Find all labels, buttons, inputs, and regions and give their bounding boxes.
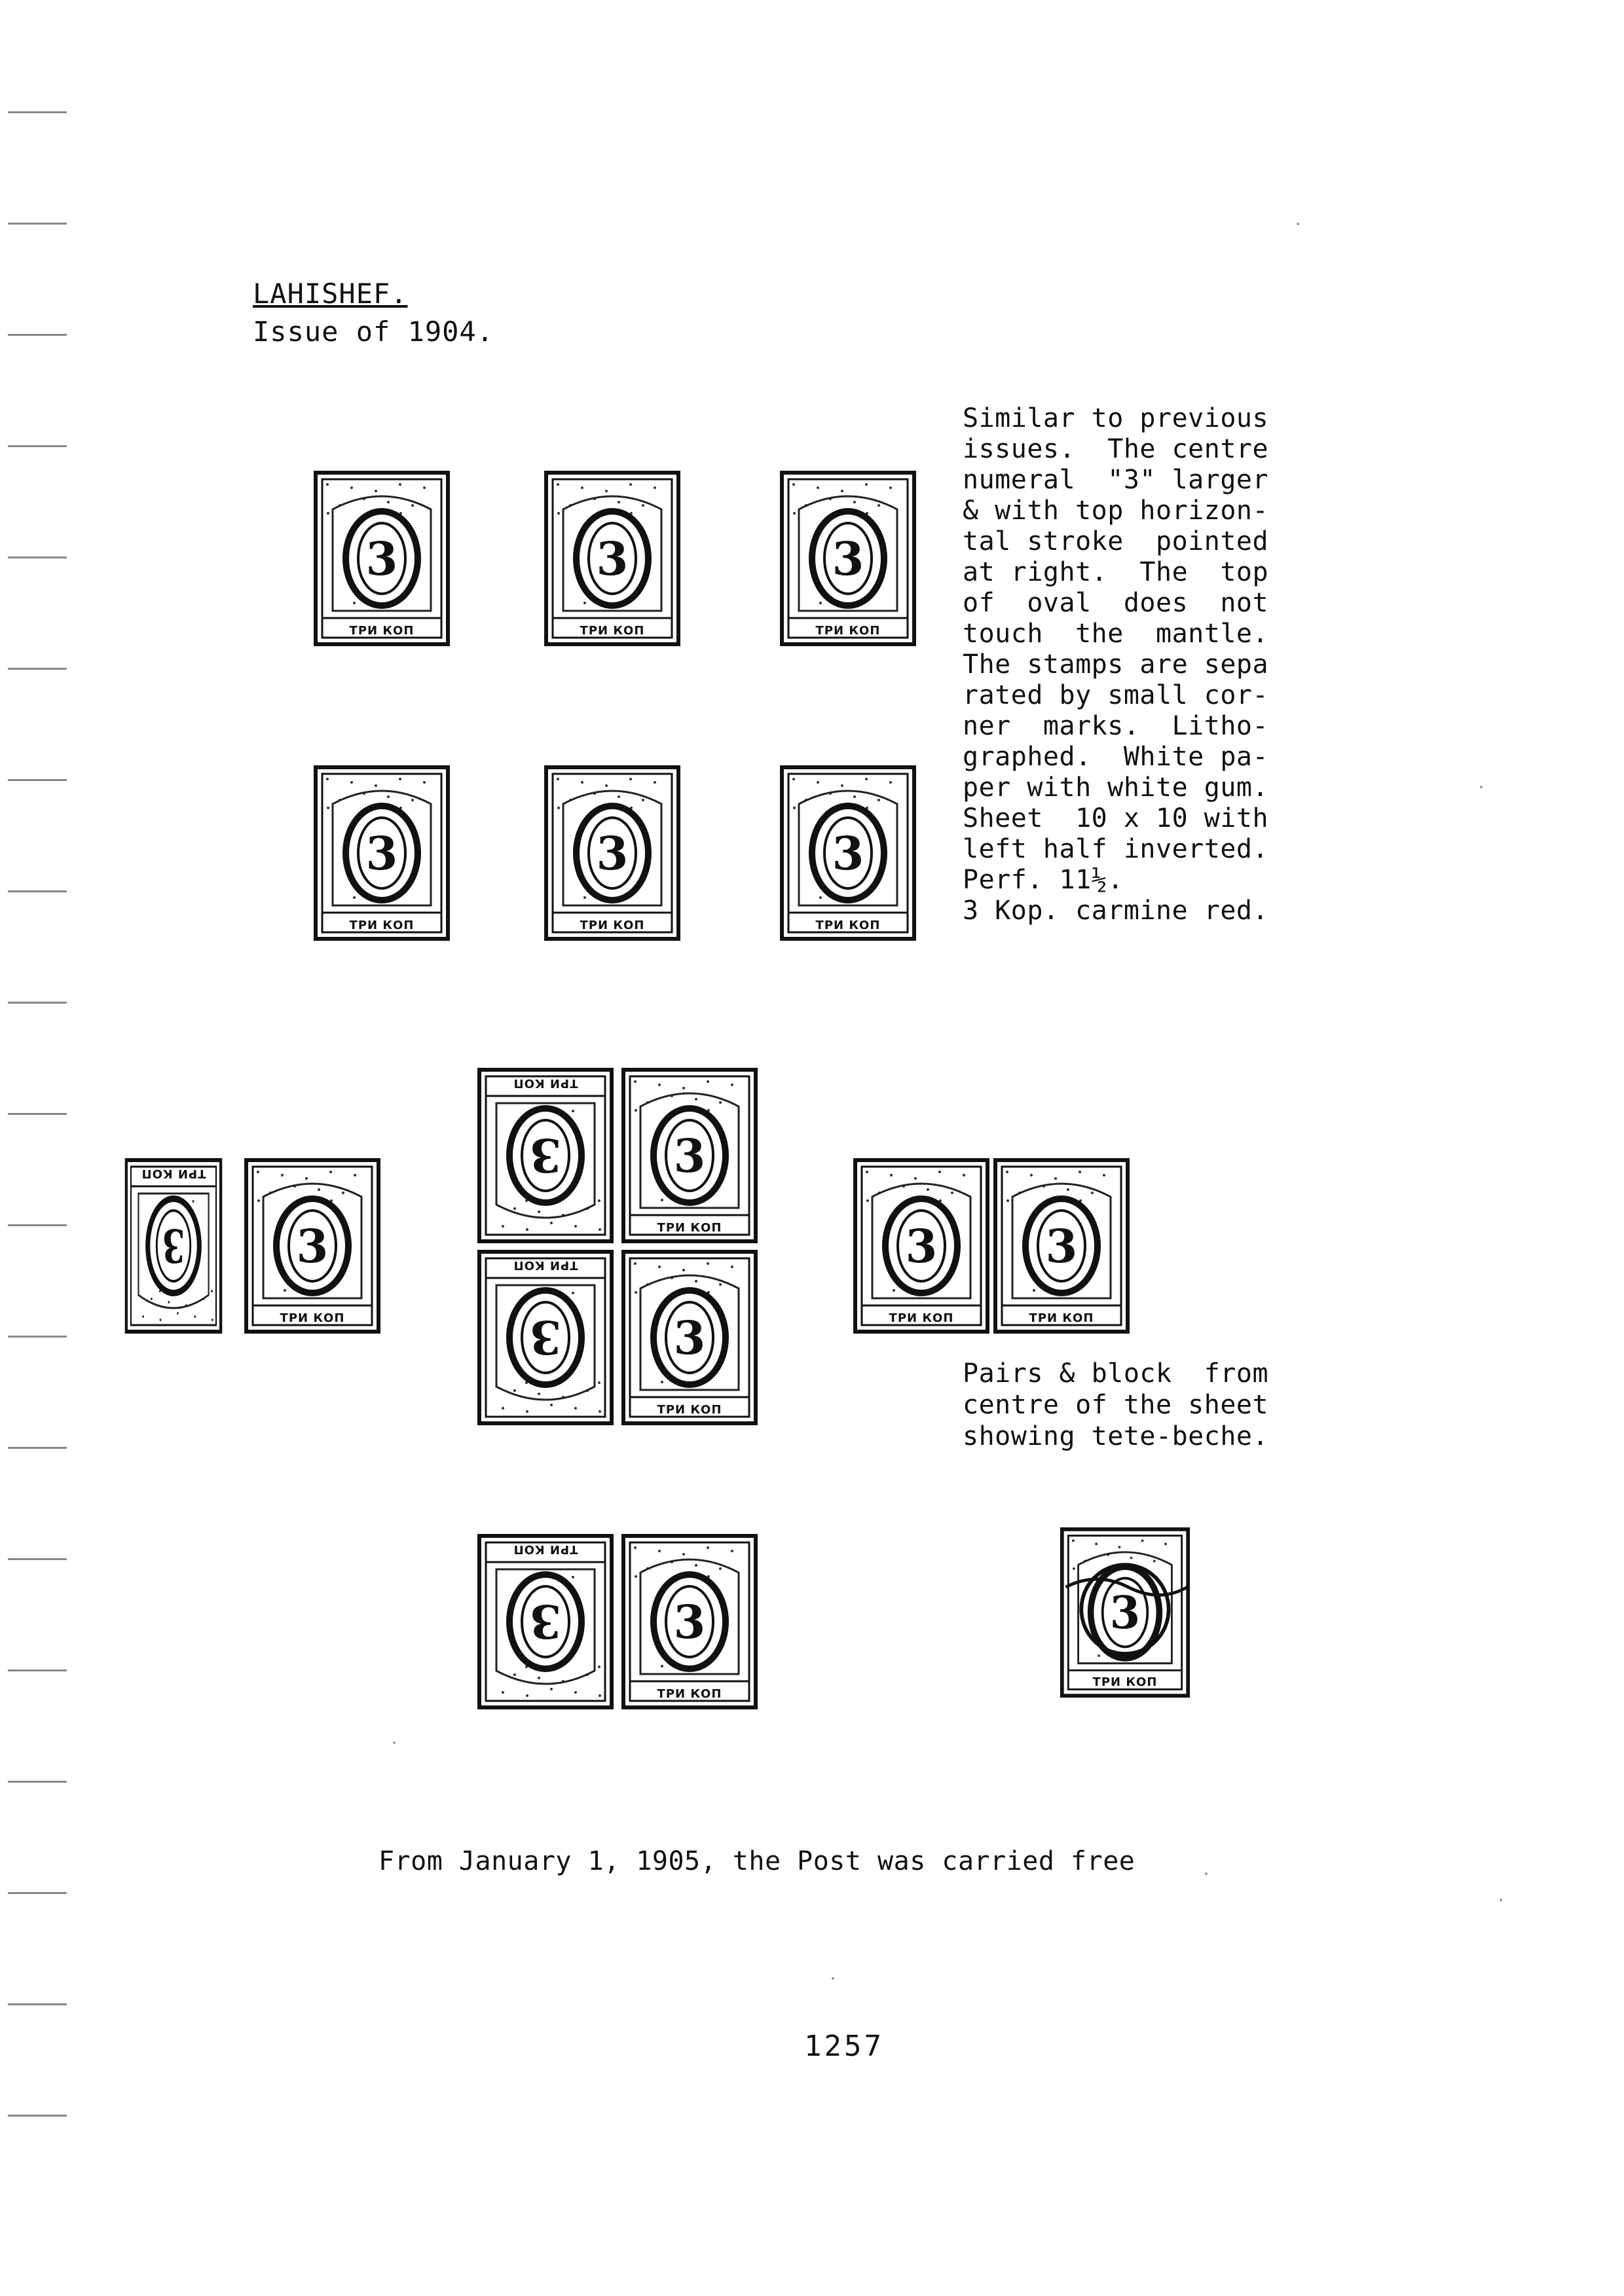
stamp-value-label: ТРИ КОП <box>513 1258 578 1272</box>
footer-note: From January 1, 1905, the Post was carried free <box>378 1846 1135 1876</box>
svg-text:3: 3 <box>365 826 398 881</box>
stamp-value-label: ТРИ КОП <box>349 919 415 932</box>
scan-speck <box>1500 1899 1502 1901</box>
svg-text:3: 3 <box>832 532 864 586</box>
margin-tick <box>8 1669 67 1671</box>
svg-text:3: 3 <box>596 826 629 881</box>
margin-tick <box>8 1892 67 1894</box>
stamp-value-label: ТРИ КОП <box>815 919 881 932</box>
margin-tick <box>8 111 67 113</box>
stamp-inverted <box>124 1157 223 1334</box>
margin-tick <box>8 1558 67 1560</box>
margin-tick <box>8 445 67 447</box>
margin-tick <box>8 890 67 892</box>
stamp-value-label: ТРИ КОП <box>580 919 645 932</box>
scan-speck <box>1205 1872 1208 1875</box>
margin-tick <box>8 1113 67 1115</box>
margin-tick <box>8 556 67 558</box>
svg-text:3: 3 <box>596 532 629 586</box>
svg-text:3: 3 <box>905 1219 938 1273</box>
svg-text:3: 3 <box>529 1128 562 1182</box>
svg-text:3: 3 <box>1045 1219 1078 1273</box>
margin-tick <box>8 2115 67 2117</box>
margin-tick <box>8 779 67 781</box>
stamp-inverted <box>477 1067 614 1244</box>
margin-tick <box>8 1224 67 1226</box>
svg-text:3: 3 <box>296 1219 329 1273</box>
svg-text:3: 3 <box>673 1129 706 1183</box>
stamp-value-label: ТРИ КОП <box>580 624 645 638</box>
stamp-value-label: ТРИ КОП <box>889 1311 954 1325</box>
stamp-inverted <box>477 1249 614 1426</box>
stamp-single <box>313 470 451 647</box>
svg-text:3: 3 <box>162 1218 185 1272</box>
svg-text:3: 3 <box>365 532 398 586</box>
stamp-value-label: ТРИ КОП <box>657 1403 722 1417</box>
stamp-value-label: ТРИ КОП <box>815 624 881 638</box>
margin-tick <box>8 1447 67 1449</box>
stamp-value-label: ТРИ КОП <box>657 1221 722 1235</box>
issue-description: Similar to previous issues. The centre numeral "3" larger & with top horizon- tal stroke pointed at right. The top of oval does not touch the mantle. The stamps are sepa rated by small cor- ner marks. Litho- graphed. White pa- per with white gum. Sheet 10 x 10 with left half inverted. Perf. 11½. 3 Kop. carmine red. <box>963 403 1269 926</box>
stamp-single <box>779 765 917 941</box>
stamp-value-label: ТРИ КОП <box>349 624 415 638</box>
tete-beche-caption: Pairs & block from centre of the sheet showing tete-beche. <box>963 1358 1269 1451</box>
scan-speck <box>1480 786 1483 788</box>
margin-tick <box>8 1002 67 1004</box>
margin-tick <box>8 1336 67 1338</box>
margin-tick <box>8 1781 67 1783</box>
stamp-cancelled <box>1060 1527 1190 1698</box>
issue-subtitle: Issue of 1904. <box>253 316 494 348</box>
stamp-value-label: ТРИ КОП <box>1092 1675 1158 1689</box>
stamp-inverted <box>477 1533 614 1710</box>
scan-speck <box>832 1977 834 1980</box>
stamp-single <box>779 470 917 647</box>
scan-speck <box>1297 223 1299 225</box>
scan-speck <box>393 1741 396 1744</box>
stamp-single <box>244 1157 381 1334</box>
svg-text:3: 3 <box>673 1311 706 1365</box>
stamp-single <box>544 470 681 647</box>
page-title: LAHISHEF. <box>253 278 408 310</box>
stamp-single <box>621 1533 758 1710</box>
margin-tick <box>8 668 67 670</box>
stamp-value-label: ТРИ КОП <box>513 1076 578 1090</box>
svg-text:3: 3 <box>832 826 864 881</box>
page-number: 1257 <box>804 2030 884 2063</box>
stamp-value-label: ТРИ КОП <box>1029 1311 1094 1325</box>
stamp-value-label: ТРИ КОП <box>657 1687 722 1701</box>
svg-text:3: 3 <box>529 1594 562 1649</box>
stamp-single <box>993 1157 1130 1334</box>
stamp-single <box>621 1249 758 1426</box>
svg-text:3: 3 <box>673 1595 706 1649</box>
stamp-value-label: ТРИ КОП <box>513 1542 578 1556</box>
margin-tick <box>8 334 67 336</box>
stamp-value-label: ТРИ КОП <box>280 1311 345 1325</box>
stamp-single <box>313 765 451 941</box>
stamp-single <box>621 1067 758 1244</box>
stamp-value-label: ТРИ КОП <box>141 1167 206 1180</box>
margin-tick <box>8 2003 67 2005</box>
svg-text:3: 3 <box>529 1310 562 1364</box>
svg-text:3: 3 <box>1109 1586 1141 1639</box>
margin-tick <box>8 223 67 225</box>
stamp-single <box>853 1157 990 1334</box>
stamp-single <box>544 765 681 941</box>
